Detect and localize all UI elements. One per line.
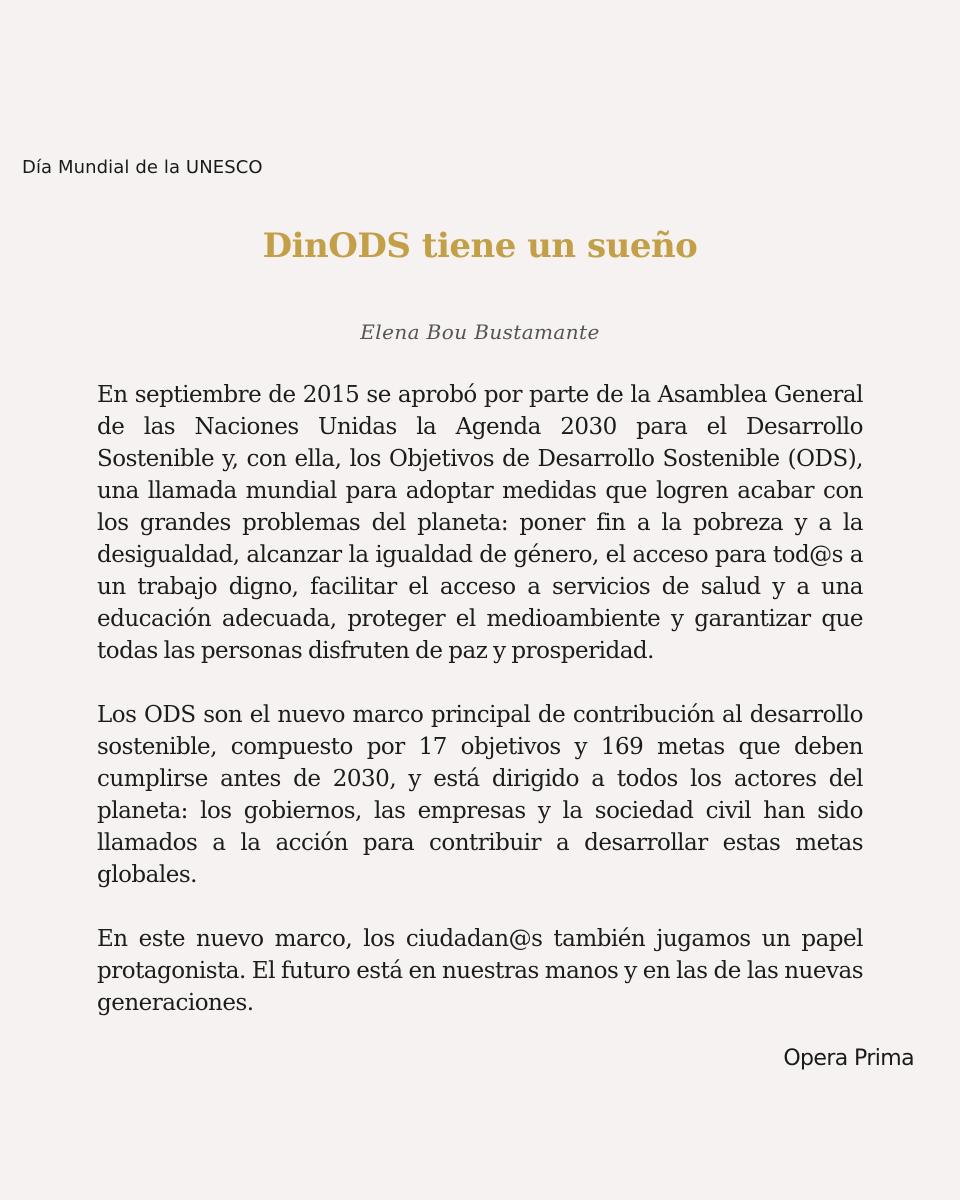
paragraph-3: En este nuevo marco, los ciudadan@s también jugamos un papel protagonista. El futuro está en nuestras manos y en las de las nuevas generaciones. [97,926,863,1016]
brand-logo: Opera Prima [783,1046,914,1071]
paragraph-2: Los ODS son el nuevo marco principal de contribución al desarrollo sostenible, compuesto por 17 objetivos y 169 metas que deben cumplirse antes de 2030, y está dirigido a todos los actores del planeta: los gobiernos, las empresas y la sociedad civil han sido llamados a la acción para contribuir a desarrollar estas metas globales. [97,702,863,888]
article-body [97,379,863,1051]
article-author: Elena Bou Bustamante [360,320,600,344]
section-kicker: Día Mundial de la UNESCO [22,157,263,178]
article-title: DinODS tiene un sueño [262,226,698,266]
paragraph-1: En septiembre de 2015 se aprobó por parte de la Asamblea General de las Naciones Unidas la Agenda 2030 para el Desarrollo Sostenible y, con ella, los Objetivos de Desarrollo Sostenible (ODS), una llamada mundial para adoptar medidas que logren acabar con los grandes problemas del planeta: poner fin a la pobreza y a la desigualdad, alcanzar la igualdad de género, el acceso para tod@s a un trabajo digno, facilitar el acceso a servicios de salud y a una educación adecuada, proteger el medioambiente y garantizar que todas las personas disfruten de paz y prosperidad. [97,382,863,664]
